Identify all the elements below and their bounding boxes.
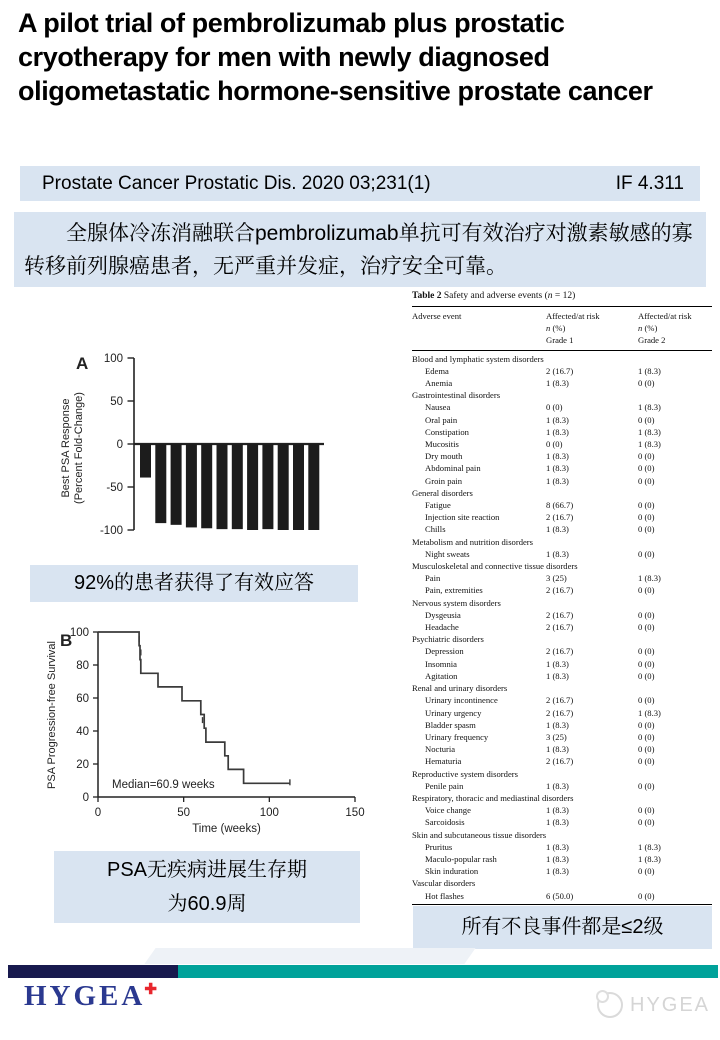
table-cell: Nocturia (425, 744, 456, 755)
table-cell: 0 (0) (638, 622, 655, 633)
table-row (412, 609, 712, 621)
table-cell: 0 (0) (638, 890, 655, 901)
table-title-text: Safety and adverse events ( (441, 291, 548, 301)
table-cell: Pruritus (425, 841, 453, 852)
table-cell: Night sweats (425, 548, 470, 559)
table-row (412, 438, 712, 450)
table-cell: Urinary frequency (425, 731, 489, 742)
svg-text:150: 150 (345, 807, 365, 819)
table-cell: Depression (425, 646, 464, 657)
table-cell: 1 (8.3) (546, 524, 569, 535)
header-pct: (%) (642, 323, 658, 334)
svg-text:20: 20 (76, 759, 89, 771)
table-cell: 1 (8.3) (638, 439, 661, 450)
svg-text:Time (weeks): Time (weeks) (192, 823, 261, 835)
table-cell: 0 (0) (638, 866, 655, 877)
table-row (412, 475, 712, 487)
table-row (412, 743, 712, 755)
table-cell: Urinary urgency (425, 707, 482, 718)
table-cell: Mucositis (425, 439, 459, 450)
table-cell: 0 (0) (546, 402, 563, 413)
table-cell: Pain, extremities (425, 585, 483, 596)
svg-text:60: 60 (76, 693, 89, 705)
table-row (412, 621, 712, 633)
header-affected: Affected/at risk (638, 311, 692, 321)
table-cell: Chills (425, 524, 446, 535)
table-cell: Maculo-popular rash (425, 853, 497, 864)
table-cell: 1 (8.3) (546, 853, 569, 864)
svg-text:0: 0 (94, 807, 102, 819)
svg-text:0: 0 (116, 439, 123, 451)
table-row (412, 755, 712, 767)
table-cell: 0 (0) (638, 500, 655, 511)
table-cell: 2 (16.7) (546, 609, 574, 620)
hygea-logo (24, 980, 160, 1013)
table-row (412, 414, 712, 426)
table-cell: 2 (16.7) (546, 512, 574, 523)
table-cell: 1 (8.3) (638, 365, 661, 376)
table-cell: 0 (0) (638, 731, 655, 742)
table-cell: 2 (16.7) (546, 707, 574, 718)
table-cell: 1 (8.3) (546, 451, 569, 462)
svg-text:50: 50 (177, 807, 191, 819)
svg-text:-100: -100 (99, 525, 123, 537)
table-cell: 0 (0) (638, 414, 655, 425)
table-row (412, 499, 712, 511)
table-row (412, 450, 712, 462)
table-cell: Groin pain (425, 475, 462, 486)
hygea-logo-text: HYGEA (24, 980, 146, 1012)
svg-text:A: A (76, 354, 89, 373)
table-cell: 0 (0) (546, 439, 563, 450)
table-cell: 0 (0) (638, 817, 655, 828)
table-cell: Edema (425, 365, 449, 376)
table-cell: 3 (25) (546, 573, 567, 584)
header-n: n (638, 323, 643, 334)
header-grade1: Grade 1 (546, 335, 574, 346)
table-category-row: Reproductive system disorders (412, 768, 518, 779)
table-cell: 1 (8.3) (638, 707, 661, 718)
table-row (412, 645, 712, 657)
column-header-grade2 (638, 310, 710, 347)
table-title (412, 289, 712, 306)
table-cell: 0 (0) (638, 524, 655, 535)
table-cell: 1 (8.3) (546, 426, 569, 437)
table-category-row: Blood and lymphatic system disorders (412, 353, 544, 364)
header-npct (546, 322, 638, 334)
table-cell: 0 (0) (638, 658, 655, 669)
table-cell: Voice change (425, 805, 471, 816)
impact-factor: IF 4.311 (615, 172, 684, 194)
column-header-grade1 (546, 310, 638, 347)
svg-text:PSA Progression-free Survival: PSA Progression-free Survival (46, 641, 58, 789)
table-title-n: n (547, 291, 553, 301)
table-row (412, 401, 712, 413)
table-cell: 2 (16.7) (546, 365, 574, 376)
table-cell: 3 (25) (546, 731, 567, 742)
table-cell: Injection site reaction (425, 512, 500, 523)
table-row (412, 865, 712, 877)
table-cell: 1 (8.3) (546, 817, 569, 828)
table-row (412, 890, 712, 902)
table-cell: Sarcoidosis (425, 817, 465, 828)
table-cell: 0 (0) (638, 695, 655, 706)
table-cell: Bladder spasm (425, 719, 476, 730)
table-row (412, 658, 712, 670)
svg-text:B: B (60, 631, 73, 650)
table-cell: Hot flashes (425, 890, 464, 901)
footer-decoration (144, 948, 475, 964)
svg-text:100: 100 (69, 627, 89, 639)
table-cell: 1 (8.3) (638, 853, 661, 864)
svg-text:Median=60.9 weeks: Median=60.9 weeks (112, 778, 215, 791)
table-cell: Penile pain (425, 780, 464, 791)
table-cell: 1 (8.3) (546, 866, 569, 877)
table-cell: Pain (425, 573, 441, 584)
table-cell: 1 (8.3) (546, 463, 569, 474)
journal-citation: Prostate Cancer Prostatic Dis. 2020 03;231(1) (42, 172, 431, 194)
table-row (412, 548, 712, 560)
table-cell: Dysgeusia (425, 609, 461, 620)
adverse-events-table (412, 289, 712, 905)
table-cell: 0 (0) (638, 780, 655, 791)
red-cross-icon: ✚ (144, 982, 160, 998)
adverse-events-table-body (412, 351, 712, 905)
svg-text:(Percent Fold-Change): (Percent Fold-Change) (73, 392, 85, 504)
table-cell: Headache (425, 622, 459, 633)
table-cell: Agitation (425, 670, 458, 681)
table-cell: 1 (8.3) (546, 805, 569, 816)
table-cell: 2 (16.7) (546, 622, 574, 633)
table-cell: Constipation (425, 426, 469, 437)
waterfall-chart (56, 336, 330, 562)
table-title-end: = 12) (552, 291, 576, 301)
table-cell: 0 (0) (638, 475, 655, 486)
table-cell: 1 (8.3) (546, 841, 569, 852)
table-row (412, 377, 712, 389)
table-cell: 0 (0) (638, 585, 655, 596)
table-row (412, 584, 712, 596)
svg-text:40: 40 (76, 726, 89, 738)
table-category-row: Renal and urinary disorders (412, 683, 508, 694)
table-row (412, 816, 712, 828)
table-category-row: Nervous system disorders (412, 597, 501, 608)
table-row (412, 523, 712, 535)
table-cell: 1 (8.3) (638, 402, 661, 413)
table-category-row: Musculoskeletal and connective tissue disorders (412, 561, 578, 572)
svg-text:-50: -50 (106, 482, 123, 494)
table-category-row: Skin and subcutaneous tissue disorders (412, 829, 547, 840)
table-cell: 8 (66.7) (546, 500, 574, 511)
table-cell: Oral pain (425, 414, 458, 425)
table-cell: Urinary incontinence (425, 695, 498, 706)
table-cell: 0 (0) (638, 512, 655, 523)
table-cell: 1 (8.3) (546, 658, 569, 669)
summary-text: 全腺体冷冻消融联合pembrolizumab单抗可有效治疗对激素敏感的寡转移前列腺癌患者，无严重并发症，治疗安全可靠。 (24, 222, 693, 278)
table-title-prefix: Table 2 (412, 291, 442, 301)
table-cell: 0 (0) (638, 548, 655, 559)
table-row (412, 426, 712, 438)
header-pct: (%) (550, 323, 566, 334)
table-row (412, 719, 712, 731)
table-row (412, 511, 712, 523)
table-cell: 0 (0) (638, 646, 655, 657)
table-row (412, 804, 712, 816)
table-row (412, 707, 712, 719)
caption-survival-line1: PSA无疾病进展生存期 (106, 859, 308, 881)
table-category-row: Psychiatric disorders (412, 634, 484, 645)
summary-box (14, 212, 706, 287)
column-header-adverse-event: Adverse event (412, 311, 462, 321)
table-cell: Skin induration (425, 866, 479, 877)
table-category-row: General disorders (412, 487, 473, 498)
table-cell: 0 (0) (638, 463, 655, 474)
table-cell: 0 (0) (638, 609, 655, 620)
header-grade2: Grade 2 (638, 335, 666, 346)
table-cell: 1 (8.3) (546, 378, 569, 389)
watermark-text: HYGEA (630, 993, 711, 1016)
caption-response: 92%的患者获得了有效应答 (30, 565, 358, 602)
table-cell: 0 (0) (638, 378, 655, 389)
table-cell: Dry mouth (425, 451, 463, 462)
table-cell: Anemia (425, 378, 453, 389)
table-category-row: Respiratory, thoracic and mediastinal disorders (412, 792, 574, 803)
svg-text:100: 100 (259, 807, 279, 819)
citation-bar (20, 166, 700, 201)
svg-text:100: 100 (103, 353, 123, 365)
table-cell: Fatigue (425, 500, 451, 511)
table-cell: 1 (8.3) (546, 670, 569, 681)
km-survival-chart (40, 620, 372, 842)
table-row (412, 841, 712, 853)
page-title: A pilot trial of pembrolizumab plus prostatic cryotherapy for men with newly diagnosed oligometastatic hormone-sensitive prostate cancer (18, 8, 653, 106)
table-row (412, 780, 712, 792)
hygea-emblem-icon (597, 992, 623, 1018)
table-cell: 0 (0) (638, 805, 655, 816)
svg-text:50: 50 (110, 396, 123, 408)
table-cell: 2 (16.7) (546, 756, 574, 767)
footer-teal-bar (178, 965, 718, 978)
table-cell: 1 (8.3) (638, 573, 661, 584)
table-row (412, 365, 712, 377)
watermark (597, 992, 710, 1018)
header-npct (638, 322, 710, 334)
table-cell: 6 (50.0) (546, 890, 574, 901)
header-affected: Affected/at risk (546, 311, 600, 321)
table-category-row: Gastrointestinal disorders (412, 390, 501, 401)
caption-adverse-events: 所有不良事件都是≤2级 (413, 906, 712, 949)
table-row (412, 572, 712, 584)
caption-survival (54, 851, 360, 923)
svg-text:80: 80 (76, 660, 89, 672)
header-n: n (546, 323, 551, 334)
table-cell: 0 (0) (638, 756, 655, 767)
table-cell: 1 (8.3) (546, 548, 569, 559)
table-cell: 1 (8.3) (546, 744, 569, 755)
table-category-row: Vascular disorders (412, 878, 476, 889)
table-cell: 1 (8.3) (546, 414, 569, 425)
table-header (412, 306, 712, 351)
table-cell: 0 (0) (638, 744, 655, 755)
table-cell: 1 (8.3) (638, 426, 661, 437)
table-row (412, 694, 712, 706)
caption-survival-line2: 为60.9周 (167, 893, 247, 915)
table-row (412, 853, 712, 865)
table-cell: 2 (16.7) (546, 646, 574, 657)
table-row (412, 670, 712, 682)
table-cell: 1 (8.3) (546, 780, 569, 791)
svg-text:0: 0 (82, 792, 89, 804)
table-cell: 0 (0) (638, 451, 655, 462)
svg-text:Best PSA Response: Best PSA Response (60, 398, 72, 498)
table-cell: 2 (16.7) (546, 695, 574, 706)
table-cell: 0 (0) (638, 670, 655, 681)
table-cell: 1 (8.3) (546, 719, 569, 730)
table-cell: Hematuria (425, 756, 462, 767)
table-cell: 1 (8.3) (546, 475, 569, 486)
table-cell: Insomnia (425, 658, 457, 669)
table-cell: 1 (8.3) (638, 841, 661, 852)
table-cell: Nausea (425, 402, 451, 413)
table-cell: 0 (0) (638, 719, 655, 730)
table-category-row: Metabolism and nutrition disorders (412, 536, 534, 547)
footer-navy-bar (8, 965, 178, 978)
table-row (412, 731, 712, 743)
table-cell: Abdominal pain (425, 463, 481, 474)
table-cell: 2 (16.7) (546, 585, 574, 596)
table-row (412, 462, 712, 474)
